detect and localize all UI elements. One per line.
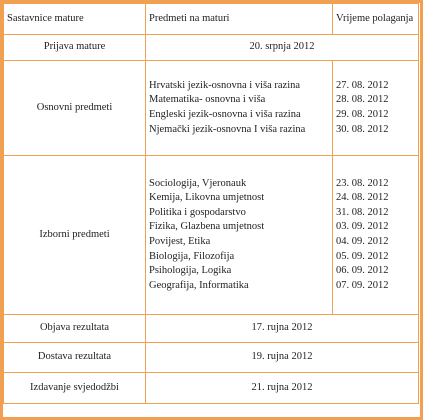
izdavanje-date: 21. rujna 2012 (146, 373, 419, 404)
dostava-date: 19. rujna 2012 (146, 343, 419, 373)
row-prijava (4, 35, 419, 61)
row-osnovni (4, 61, 419, 156)
izborni-label: Izborni predmeti (4, 156, 146, 315)
list-item: 24. 08. 2012 (336, 192, 389, 204)
osnovni-subjects (146, 61, 333, 156)
list-item: Sociologija, Vjeronauk (149, 177, 247, 189)
list-item: Biologija, Filozofija (149, 250, 235, 262)
osnovni-label: Osnovni predmeti (4, 61, 146, 156)
list-item: Povijest, Etika (149, 236, 211, 247)
list-item: Matematika- osnovna i viša (149, 94, 266, 106)
list-item: 07. 09. 2012 (336, 279, 389, 291)
matura-schedule-table (3, 3, 419, 404)
list-item: Geografija, Informatika (149, 279, 249, 291)
izborni-dates (333, 156, 419, 315)
list-item: Njemački jezik-osnovna I viša razina (149, 123, 306, 135)
prijava-date: 20. srpnja 2012 (146, 35, 419, 61)
izborni-subjects (146, 156, 333, 315)
list-item: 29. 08. 2012 (336, 109, 389, 120)
row-izdavanje (4, 373, 419, 404)
list-item: 03. 09. 2012 (336, 221, 389, 233)
list-item: Fizika, Glazbena umjetnost (149, 221, 265, 233)
list-item: 30. 08. 2012 (336, 123, 389, 135)
row-izborni (4, 156, 419, 315)
objava-date: 17. rujna 2012 (146, 315, 419, 343)
list-item: 31. 08. 2012 (336, 206, 389, 218)
list-item: 23. 08. 2012 (336, 177, 389, 189)
header-vrijeme: Vrijeme polaganja (333, 4, 419, 35)
header-row (4, 4, 419, 35)
list-item: 05. 09. 2012 (336, 250, 389, 262)
izdavanje-label: Izdavanje svjedodžbi (4, 373, 146, 404)
dostava-label: Dostava rezultata (4, 343, 146, 373)
header-sastavnice: Sastavnice mature (4, 4, 146, 35)
list-item: Psihologija, Logika (149, 265, 232, 277)
prijava-label: Prijava mature (4, 35, 146, 61)
list-item: 28. 08. 2012 (336, 94, 389, 106)
row-objava (4, 315, 419, 343)
objava-label: Objava rezultata (4, 315, 146, 343)
list-item: Hrvatski jezik-osnovna i viša razina (149, 79, 301, 91)
list-item: 27. 08. 2012 (336, 79, 389, 91)
list-item: Kemija, Likovna umjetnost (149, 192, 265, 204)
list-item: Politika i gospodarstvo (149, 206, 246, 218)
row-dostava (4, 343, 419, 373)
header-predmeti: Predmeti na maturi (146, 4, 333, 35)
osnovni-dates (333, 61, 419, 156)
list-item: Engleski jezik-osnovna i viša razina (149, 109, 301, 120)
list-item: 06. 09. 2012 (336, 265, 389, 277)
list-item: 04. 09. 2012 (336, 236, 389, 247)
